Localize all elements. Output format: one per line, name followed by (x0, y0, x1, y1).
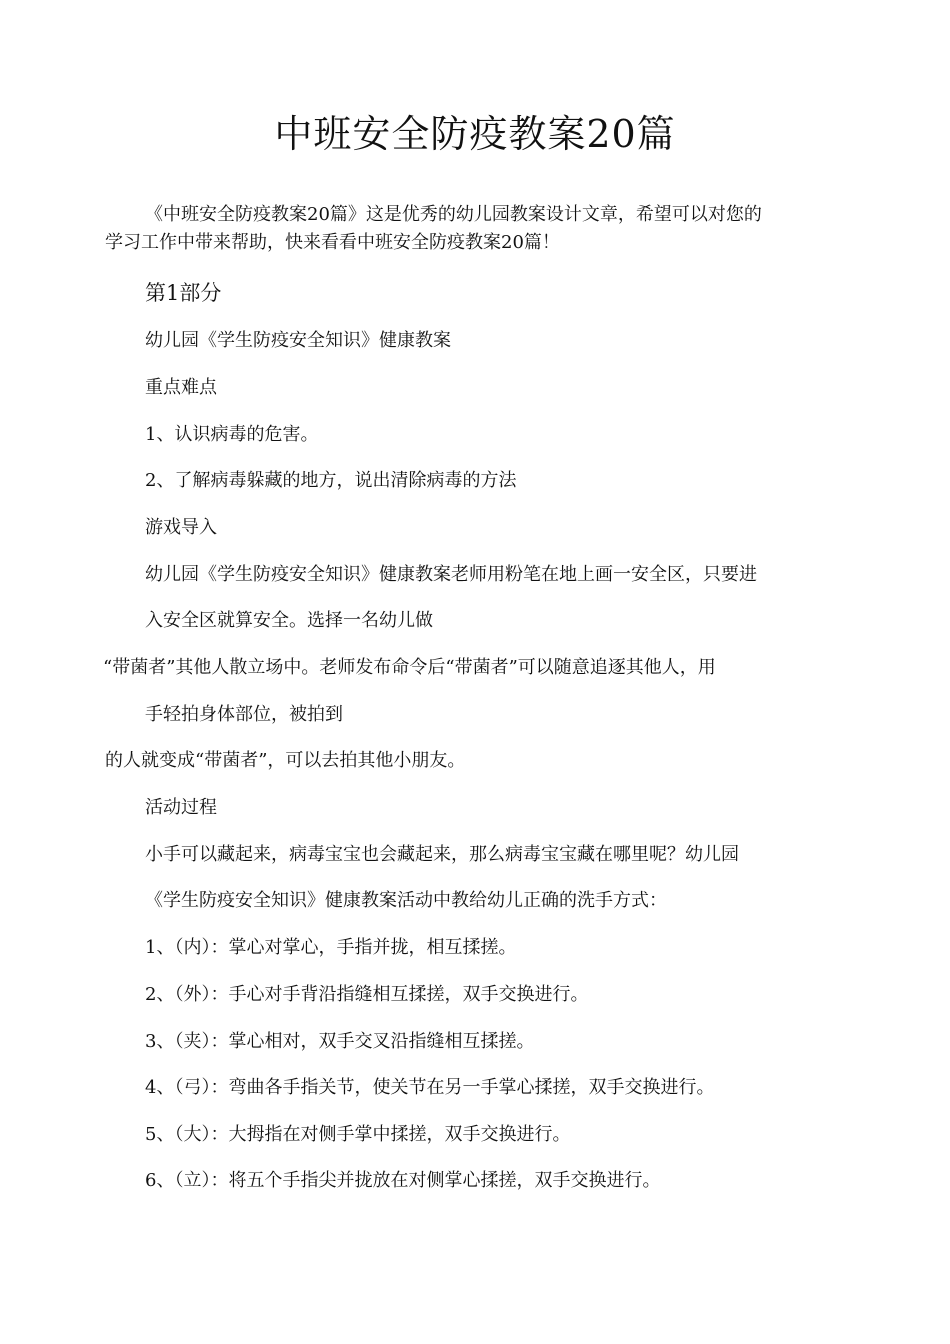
step-2: 2、（外）：手心对手背沿指缝相互揉搓，双手交换进行。 (145, 984, 589, 1005)
intro-line-2: 学习工作中带来帮助，快来看看中班安全防疫教案20篇！ (105, 232, 560, 253)
step-3: 3、（夹）：掌心相对，双手交叉沿指缝相互揉搓。 (145, 1031, 535, 1052)
step-5: 5、（大）：大拇指在对侧手掌中揉搓，双手交换进行。 (145, 1124, 571, 1145)
intro-line-1: 《中班安全防疫教案20篇》这是优秀的幼儿园教案设计文章，希望可以对您的 (145, 204, 762, 225)
document-title: 中班安全防疫教案20篇 (274, 112, 676, 156)
game-line-5: 的人就变成“带菌者”，可以去拍其他小朋友。 (105, 750, 466, 771)
step-4: 4、（弓）：弯曲各手指关节，使关节在另一手掌心揉搓，双手交换进行。 (145, 1077, 715, 1098)
process-line-1: 小手可以藏起来，病毒宝宝也会藏起来，那么病毒宝宝藏在哪里呢？幼儿园 (145, 844, 739, 865)
lesson-title: 幼儿园《学生防疫安全知识》健康教案 (145, 330, 451, 351)
process-line-2: 《学生防疫安全知识》健康教案活动中教给幼儿正确的洗手方式： (145, 890, 667, 911)
key-points-heading: 重点难点 (145, 377, 217, 398)
game-line-1: 幼儿园《学生防疫安全知识》健康教案老师用粉笔在地上画一安全区，只要进 (145, 564, 757, 585)
game-line-4: 手轻拍身体部位，被拍到 (145, 704, 343, 725)
game-line-3: “带菌者”其他人散立场中。老师发布命令后“带菌者”可以随意追逐其他人，用 (103, 657, 716, 678)
step-1: 1、（内）：掌心对掌心，手指并拢，相互揉搓。 (145, 937, 517, 958)
key-point-2: 2、了解病毒躲藏的地方，说出清除病毒的方法 (145, 470, 517, 491)
section-heading: 第1部分 (145, 281, 222, 305)
key-point-1: 1、认识病毒的危害。 (145, 424, 319, 445)
game-line-2: 入安全区就算安全。选择一名幼儿做 (145, 610, 433, 631)
process-heading: 活动过程 (145, 797, 217, 818)
game-heading: 游戏导入 (145, 517, 217, 538)
step-6: 6、（立）：将五个手指尖并拢放在对侧掌心揉搓，双手交换进行。 (145, 1170, 661, 1191)
